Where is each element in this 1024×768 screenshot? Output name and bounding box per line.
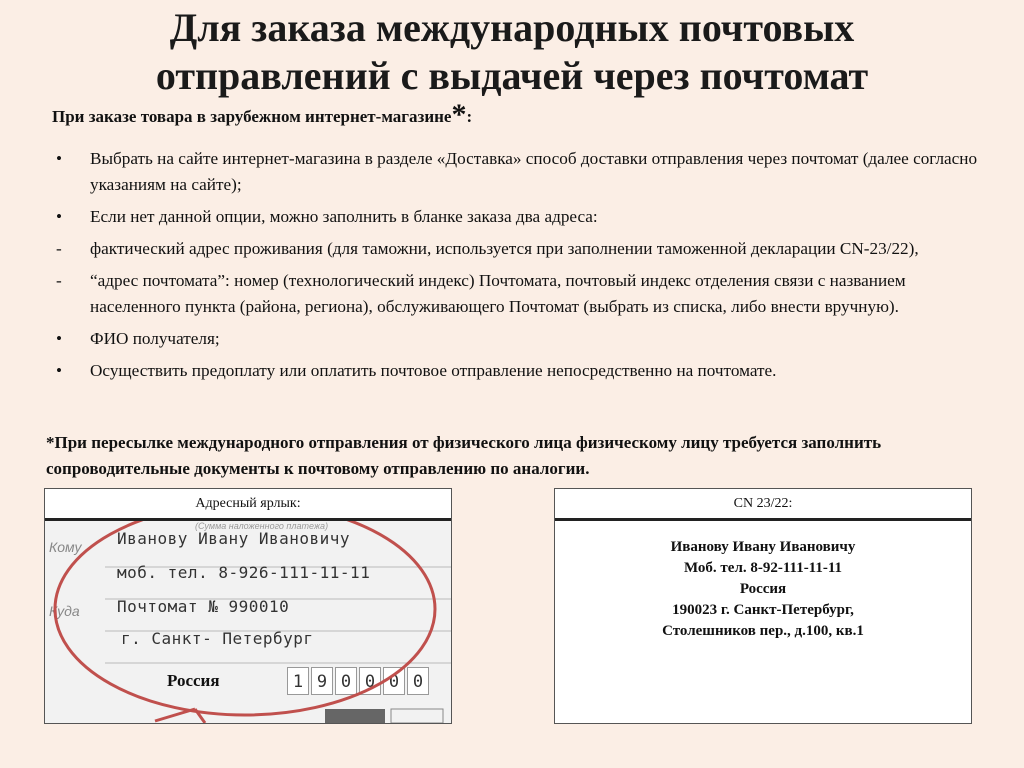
- bullet-mark: •: [56, 361, 63, 380]
- address-line: Столешников пер., д.100, кв.1: [662, 623, 864, 639]
- cn23-header: CN 23/22:: [555, 489, 971, 521]
- list-item: [48, 204, 998, 230]
- list-item: [48, 326, 998, 352]
- list-item-text: Если нет данной опции, можно заполнить в бланке заказа два адреса:: [90, 207, 598, 226]
- cn23-panel: [554, 488, 972, 724]
- list-item-text: Выбрать на сайте интернет-магазина в разделе «Доставка» способ доставки отправления через почтомат (далее согласно указаниям на сайте);: [90, 149, 978, 194]
- bullet-mark: •: [56, 149, 63, 168]
- dash-mark: -: [56, 239, 62, 258]
- index-digit: 0: [407, 667, 429, 695]
- address-label-image: [45, 521, 451, 723]
- subtitle: [52, 98, 473, 131]
- footnote-star: *: [451, 98, 467, 131]
- country-label: Россия: [167, 671, 220, 690]
- list-item: [48, 358, 998, 384]
- index-digit: 1: [287, 667, 309, 695]
- list-item: [48, 146, 998, 198]
- instruction-list: [48, 146, 998, 390]
- index-digit: 0: [383, 667, 405, 695]
- list-item-text: “адрес почтомата”: номер (технологический индекс) Почтомата, почтовый индекс отделения связи с названием населенного пункта (района, региона), обслуживающего Почтомат (выбрать из списка, либо внести вручную).: [90, 271, 906, 316]
- index-digit: 0: [335, 667, 357, 695]
- page-title: [0, 4, 1024, 100]
- highlight-oval: [45, 521, 451, 723]
- footnote: *При пересылке международного отправления от физического лица физическому лицу требуется заполнить сопроводительные документы к почтовому отправлению по аналогии.: [46, 433, 882, 478]
- address-label-panel: [44, 488, 452, 724]
- bullet-mark: •: [56, 207, 63, 226]
- list-item: [48, 268, 998, 320]
- handwritten-name: Иванову Ивану Ивановичу: [117, 529, 351, 548]
- title-line-2: отправлений с выдачей через почтомат: [155, 53, 869, 98]
- list-item-text: фактический адрес проживания (для таможни, используется при заполнении таможенной декларации CN-23/22),: [90, 239, 919, 258]
- form-label-where: Куда: [49, 603, 80, 619]
- address-line: Моб. тел. 8-92-111-11-11: [683, 560, 843, 576]
- handwritten-postomat: Почтомат № 990010: [117, 597, 290, 616]
- list-item-text: Осуществить предоплату или оплатить почтовое отправление непосредственно на почтомате.: [90, 361, 777, 380]
- address-line: 190023 г. Санкт-Петербург,: [672, 602, 854, 618]
- index-digit: 0: [359, 667, 381, 695]
- bullet-mark: •: [56, 329, 63, 348]
- title-line-1: Для заказа международных почтовых: [169, 5, 855, 50]
- address-line: Иванову Ивану Ивановичу: [670, 539, 856, 555]
- address-line: Россия: [739, 581, 787, 597]
- index-digit: 9: [311, 667, 333, 695]
- subtitle-colon: :: [466, 107, 473, 126]
- subtitle-text: При заказе товара в зарубежном интернет-магазине: [52, 107, 452, 126]
- payment-hint: (Сумма наложенного платежа): [195, 521, 329, 531]
- list-item: [48, 236, 998, 262]
- list-item-text: ФИО получателя;: [90, 329, 220, 348]
- handwritten-city: г. Санкт- Петербург: [121, 629, 314, 648]
- dash-mark: -: [56, 271, 62, 290]
- handwritten-phone: моб. тел. 8-926-111-11-11: [117, 563, 371, 582]
- cn23-address: [555, 537, 971, 642]
- form-label-to: Кому: [49, 539, 82, 555]
- address-label-header: Адресный ярлык:: [45, 489, 451, 521]
